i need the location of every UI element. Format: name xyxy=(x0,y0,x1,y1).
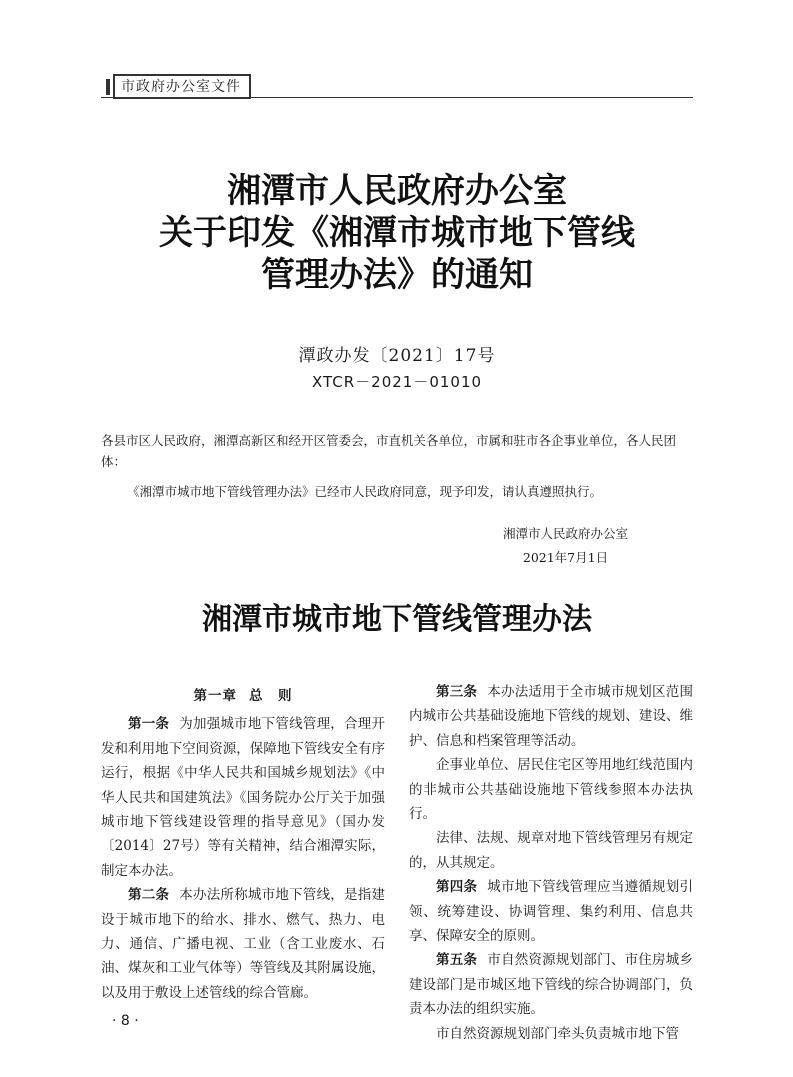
article-label: 第五条 xyxy=(436,952,478,969)
article-paragraph xyxy=(409,680,693,753)
chapter-number: 第一章 xyxy=(193,688,237,704)
signer-org: 湘潭市人民政府办公室 xyxy=(502,526,628,541)
notice-body: 《湘潭市城市地下管线管理办法》已经市人民政府同意，现予印发，请认真遵照执行。 xyxy=(127,484,603,499)
article-paragraph xyxy=(409,875,693,948)
article-text: 法律、法规、规章对地下管线管理另有规定的，从其规定。 xyxy=(409,830,693,871)
title-line: 关于印发《湘潭市城市地下管线 xyxy=(159,213,635,253)
article-text: 市自然资源规划部门牵头负责城市地下管 xyxy=(436,1025,679,1042)
article-text: 城市地下管线管理应当遵循规划引领、统筹建设、协调管理、集约利用、信息共享、保障安全的原则。 xyxy=(409,879,694,945)
signature-block xyxy=(503,522,628,570)
article-paragraph xyxy=(409,1022,693,1046)
chapter-name: 总 则 xyxy=(249,688,293,704)
article-paragraph xyxy=(101,883,385,1005)
article-text: 本办法适用于全市城市规划区范围内城市公共基础设施地下管线的规划、建设、维护、信息和档案管理等活动。 xyxy=(409,684,694,749)
article-paragraph xyxy=(409,753,693,826)
signer-date: 2021年7月1日 xyxy=(522,550,609,565)
article-text: 本办法所称城市地下管线，是指建设于城市地下的给水、排水、燃气、热力、电力、通信、广播电视、工业（含工业废水、石油、煤灰和工业气体等）等管线及其附属设施，以及用于敷设上述管线的综合管廊。 xyxy=(101,887,386,1001)
page-number: · 8 · xyxy=(112,1013,139,1029)
article-paragraph xyxy=(409,826,693,875)
document-number: 潭政办发〔2021〕17号 xyxy=(298,346,496,366)
regulation-title: 湘潭市城市地下管线管理办法 xyxy=(202,602,592,637)
title-line: 管理办法》的通知 xyxy=(261,255,533,295)
document-number-block xyxy=(101,343,693,395)
header-rule xyxy=(101,97,693,98)
article-paragraph xyxy=(101,712,385,883)
article-label: 第二条 xyxy=(128,887,170,904)
section-header-tag: 市政府办公室文件 xyxy=(113,74,251,99)
chapter-heading xyxy=(101,684,385,708)
article-paragraph xyxy=(409,948,693,1021)
right-column xyxy=(409,680,693,1046)
addressee: 各县市区人民政府，湘潭高新区和经开区管委会，市直机关各单位，市属和驻市各企事业单位，各人民团体： xyxy=(101,433,677,469)
notice-title xyxy=(101,170,693,296)
article-text: 为加强城市地下管线管理，合理开发和利用地下空间资源，保障地下管线安全有序运行，根据《中华人民共和国城乡规划法》《中华人民共和国建筑法》《国务院办公厅关于加强城市地下管线建设管理的指导意见》（国办发〔2014〕27号）等有关精神，结合湘潭实际，制定本办法。 xyxy=(101,716,386,879)
document-code: XTCR－2021－01010 xyxy=(311,373,483,391)
article-label: 第四条 xyxy=(436,879,478,896)
left-column xyxy=(101,684,385,1005)
article-text: 企事业单位、居民住宅区等用地红线范围内的非城市公共基础设施地下管线参照本办法执行。 xyxy=(409,757,693,823)
article-text: 市自然资源规划部门、市住房城乡建设部门是市城区地下管线的综合协调部门，负责本办法的组织实施。 xyxy=(409,952,694,1018)
article-label: 第三条 xyxy=(436,684,478,700)
article-label: 第一条 xyxy=(128,716,170,733)
title-line: 湘潭市人民政府办公室 xyxy=(227,171,567,211)
